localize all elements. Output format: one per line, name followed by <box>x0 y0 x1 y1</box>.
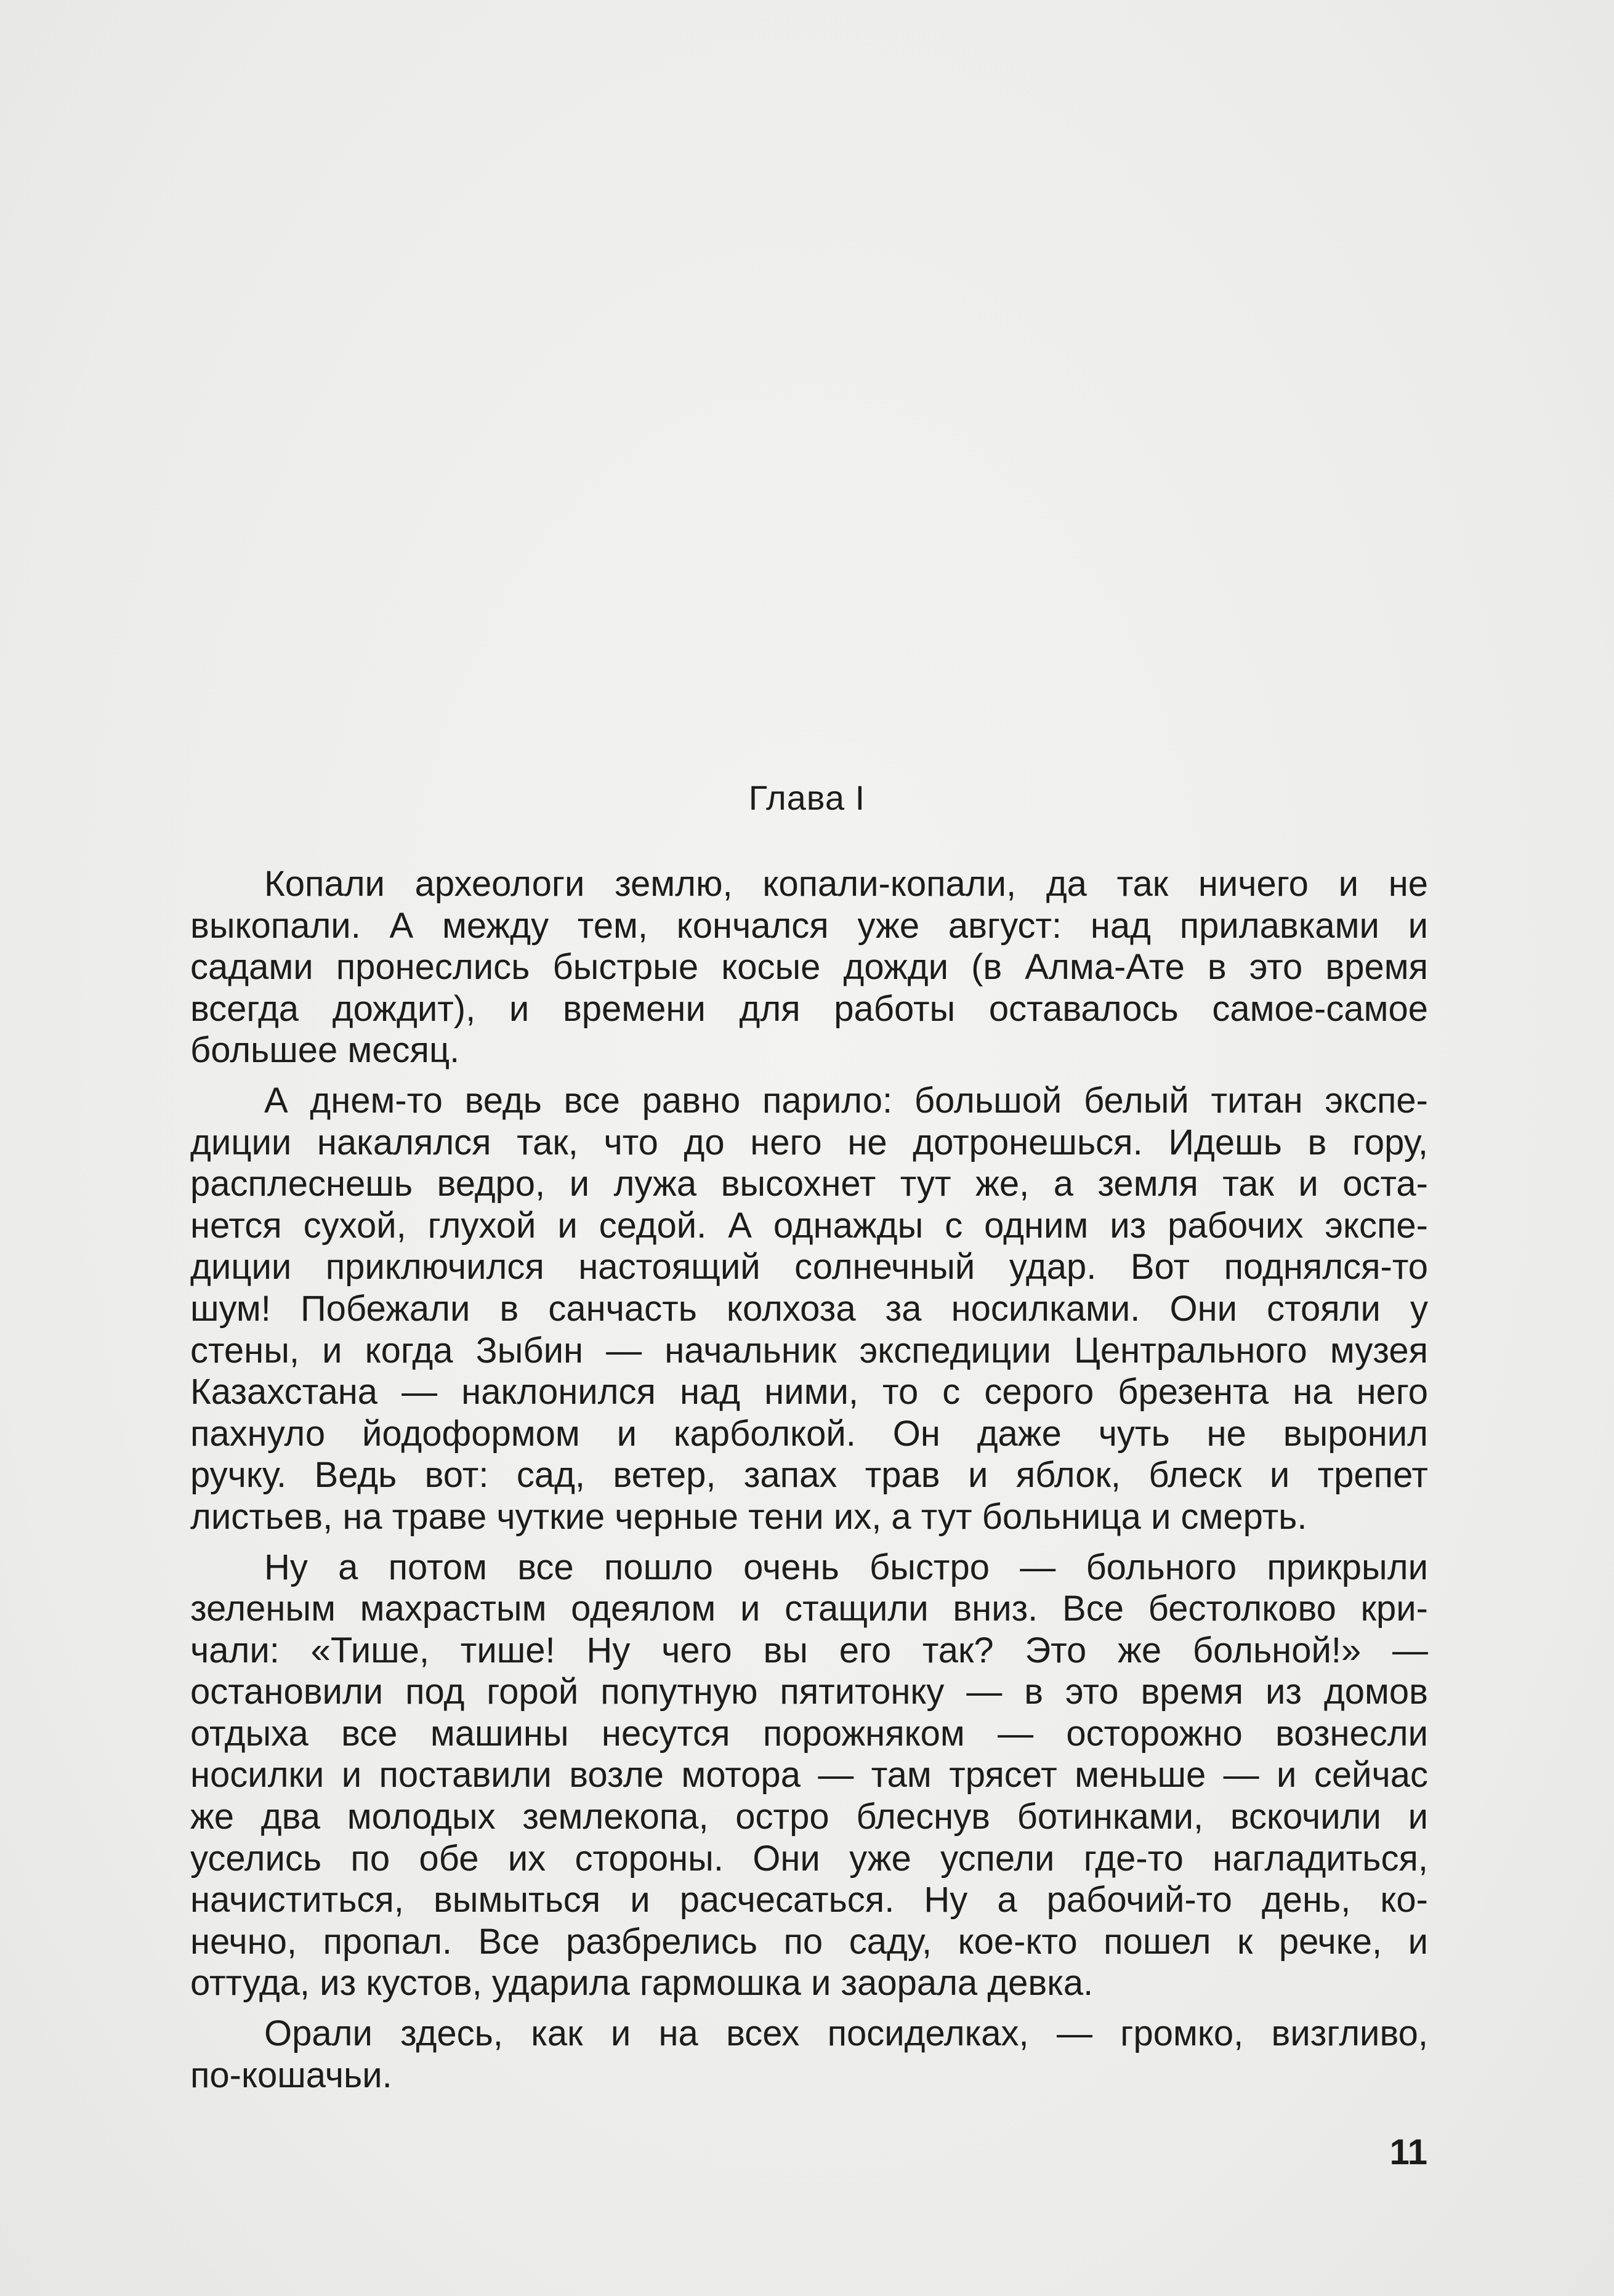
text-line: Орали здесь, как и на всех посиделках, — громко, визгливо, <box>264 2013 1428 2054</box>
text-line: выкопали. А между тем, кончался уже август: над прилавками и <box>190 905 1428 946</box>
text-line: шум! Побежали в санчасть колхоза за носилками. Они стояли у <box>190 1288 1428 1329</box>
paragraph <box>190 2013 1428 2096</box>
text-line: всегда дождит), и времени для работы оставалось самое-самое <box>190 988 1428 1029</box>
text-line: по-кошачьи. <box>190 2055 392 2095</box>
text-line: Копали археологи землю, копали-копали, да так ничего и не <box>264 864 1428 904</box>
page-number: 11 <box>1389 2132 1427 2172</box>
text-line: садами пронеслись быстрые косые дожди (в Алма-Ате в это время <box>190 947 1428 988</box>
text-line: начиститься, вымыться и расчесаться. Ну а рабочий-то день, ко- <box>190 1880 1428 1920</box>
text-line: ручку. Ведь вот: сад, ветер, запах трав и яблок, блеск и трепет <box>190 1455 1428 1496</box>
text-line: диции приключился настоящий солнечный удар. Вот поднялся-то <box>190 1247 1428 1287</box>
paragraph <box>190 1547 1428 2005</box>
text-line: диции накалялся так, что до него не дотронешься. Идешь в гору, <box>190 1122 1428 1162</box>
paragraph <box>190 863 1428 1071</box>
text-line: листьев, на траве чуткие черные тени их, а тут больница и смерть. <box>190 1496 1307 1537</box>
text-line: зеленым махрастым одеялом и стащили вниз. Все бестолково кри- <box>190 1589 1428 1629</box>
paragraph <box>190 1080 1428 1538</box>
text-line: же два молодых землекопа, остро блеснув ботинками, вскочили и <box>190 1797 1428 1837</box>
body-text <box>190 863 1428 2105</box>
text-line: расплеснешь ведро, и лужа высохнет тут же, а земля так и оста- <box>190 1164 1428 1204</box>
chapter-heading: Глава I <box>748 778 866 817</box>
text-line: пахнуло йодоформом и карболкой. Он даже чуть не выронил <box>190 1413 1428 1454</box>
text-line: стены, и когда Зыбин — начальник экспедиции Центрального музея <box>190 1330 1428 1371</box>
text-line: отдыха все машины несутся порожняком — осторожно вознесли <box>190 1713 1428 1754</box>
text-line: большее месяц. <box>190 1030 460 1071</box>
text-line: чали: «Тише, тише! Ну чего вы его так? Это же больной!» — <box>190 1630 1428 1670</box>
text-line: носилки и поставили возле мотора — там трясет меньше — и сейчас <box>190 1755 1428 1795</box>
text-line: Казахстана — наклонился над ними, то с серого брезента на него <box>190 1372 1428 1412</box>
text-line: нечно, пропал. Все разбрелись по саду, кое-кто пошел к речке, и <box>190 1921 1428 1962</box>
text-line: остановили под горой попутную пятитонку — в это время из домов <box>190 1672 1428 1712</box>
text-line: уселись по обе их стороны. Они уже успели где-то нагладиться, <box>190 1838 1428 1879</box>
text-line: А днем-то ведь все равно парило: большой белый титан экспе- <box>264 1080 1428 1121</box>
text-line: Ну а потом все пошло очень быстро — больного прикрыли <box>264 1547 1428 1587</box>
text-line: нется сухой, глухой и седой. А однажды с одним из рабочих экспе- <box>190 1205 1428 1246</box>
text-line: оттуда, из кустов, ударила гармошка и заорала девка. <box>190 1963 1094 2004</box>
